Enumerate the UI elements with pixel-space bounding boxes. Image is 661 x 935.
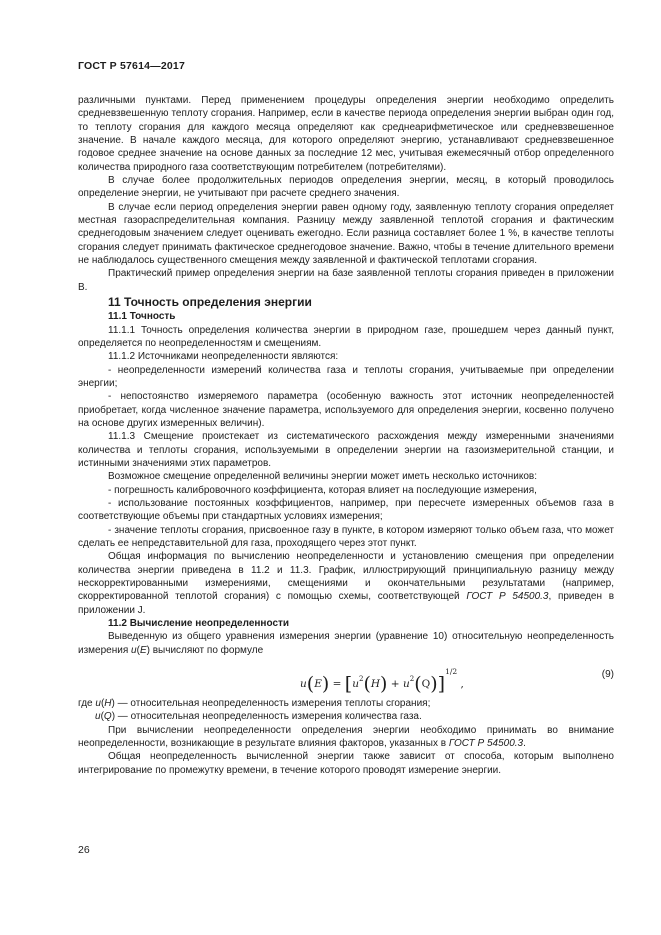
standard-reference: ГОСТ Р 54500.3 <box>448 738 524 750</box>
paragraph: При вычислении неопределенности определения энергии необходимо принимать во внимание неопределенности, возникающие в результате влияния факторов, указанных в ГОСТ Р 54500.3. <box>78 724 614 750</box>
paragraph: Возможное смещение определенной величины энергии может иметь несколько источников: <box>108 471 537 483</box>
paragraph: Общая неопределенность вычисленной энергии также зависит от способа, которым выполнено интегрирование по промежутку времени, в течение которого проводят измерение энергии. <box>78 751 614 776</box>
paragraph: В случае более продолжительных периодов определения энергии, месяц, в который проводилось определение энергии, не учитывают при расчете среднего значения. <box>78 175 614 200</box>
formula-expression: $u(E) = [u^2(H) + u^2(Q)]^{1/2}$ , <box>300 667 464 696</box>
clause: 11.1.2 Источниками неопределенности являются: <box>108 351 339 363</box>
subsection-heading: 11.2 Вычисление неопределенности <box>108 618 290 630</box>
list-item: - значение теплоты сгорания, присвоенное газу в пункте, в котором измеряют только объем газа, что может сделать ее непредставительной для газа, проходящего через этот пункт. <box>78 524 614 549</box>
clause: 11.1.3 Смещение проистекает из систематического расхождения между измеренными значениями количества и теплоты сгорания, используемыми в определении энергии на газоизмерительной станции, и истинными значениями этих параметров. <box>78 431 614 469</box>
list-item: - погрешность калибровочного коэффициента, которая влияет на последующие измерения, <box>108 484 537 496</box>
where-clause: где u(H) — относительная неопределенность измерения теплоты сгорания; <box>78 698 431 710</box>
paragraph: Выведенную из общего уравнения измерения энергии (уравнение 10) относительную неопределенность измерения u(E) вычисляют по формуле <box>78 631 614 656</box>
paragraph: Практический пример определения энергии на базе заявленной теплоты сгорания приведен в приложении В. <box>78 268 614 293</box>
document-body <box>78 94 614 777</box>
subsection-heading: 11.1 Точность <box>108 311 176 323</box>
list-item: - непостоянство измеряемого параметра (особенную важность этот источник неопределенностей приобретает, когда численное значение параметра, используемого для определения энергии, косвенно получено на основе других измеренных величин). <box>78 391 614 429</box>
list-item: - неопределенности измерений количества газа и теплоты сгорания, учитываемые при определении энергии; <box>78 364 614 389</box>
paragraph: Общая информация по вычислению неопределенности и установлению смещения при определении количества энергии приведена в 11.2 и 11.3. График, иллюстрирующий принципиальную разницу между нескорректированными измерениями, смещениями и окончательными результатами (например, скорректированной теплотой сгорания) с помощью схемы, соответствующей ГОСТ Р 54500.3, приведен в приложении J. <box>78 551 615 616</box>
list-item: - использование постоянных коэффициентов, например, при пересчете измеренных объемов газа в соответствующие объемы при стандартных условиях измерения; <box>78 497 614 523</box>
document-header: ГОСТ Р 57614—2017 <box>78 60 186 72</box>
formula-9 <box>78 659 614 695</box>
page-number: 26 <box>78 844 90 856</box>
paragraph: различными пунктами. Перед применением процедуры определения энергии необходимо определить средневзвешенную теплоту сгорания. Например, если в качестве периода определения энергии выбран один год, то теплоту сгорания для каждого месяца определяют как среднеарифметическое или средневзвешенное значение. В начале каждого месяца, для которого определяют энергию, устанавливают средневзвешенное годовое среднее значение на основе данных за последние 12 мес, учитывая ежемесячный отбор определенного количества природного газа соответствующим потребителем (потребителями). <box>78 95 614 173</box>
section-heading: 11 Точность определения энергии <box>108 295 312 310</box>
clause: 11.1.1 Точность определения количества энергии в природном газе, прошедшем через данный пункт, определяется по неопределенностям и смещениям. <box>78 324 614 349</box>
formula-number: (9) <box>601 669 614 681</box>
paragraph: В случае если период определения энергии равен одному году, заявленную теплоту сгорания определяет местная газораспределительная компания. Разницу между заявленной теплотой сгорания и фактическим среднегодовым значением следует оценивать ежегодно. Если разница составляет более 1 %, в качестве теплоты сгорания следует принимать фактическое среднегодовое значение. Важно, чтобы в течение длительного времени не наблюдалось существенного смещения между заявленной и фактической теплотами сгорания. <box>78 201 614 267</box>
where-clause: u(Q) — относительная неопределенность измерения количества газа. <box>95 711 422 723</box>
standard-reference: ГОСТ Р 54500.3 <box>466 591 549 603</box>
